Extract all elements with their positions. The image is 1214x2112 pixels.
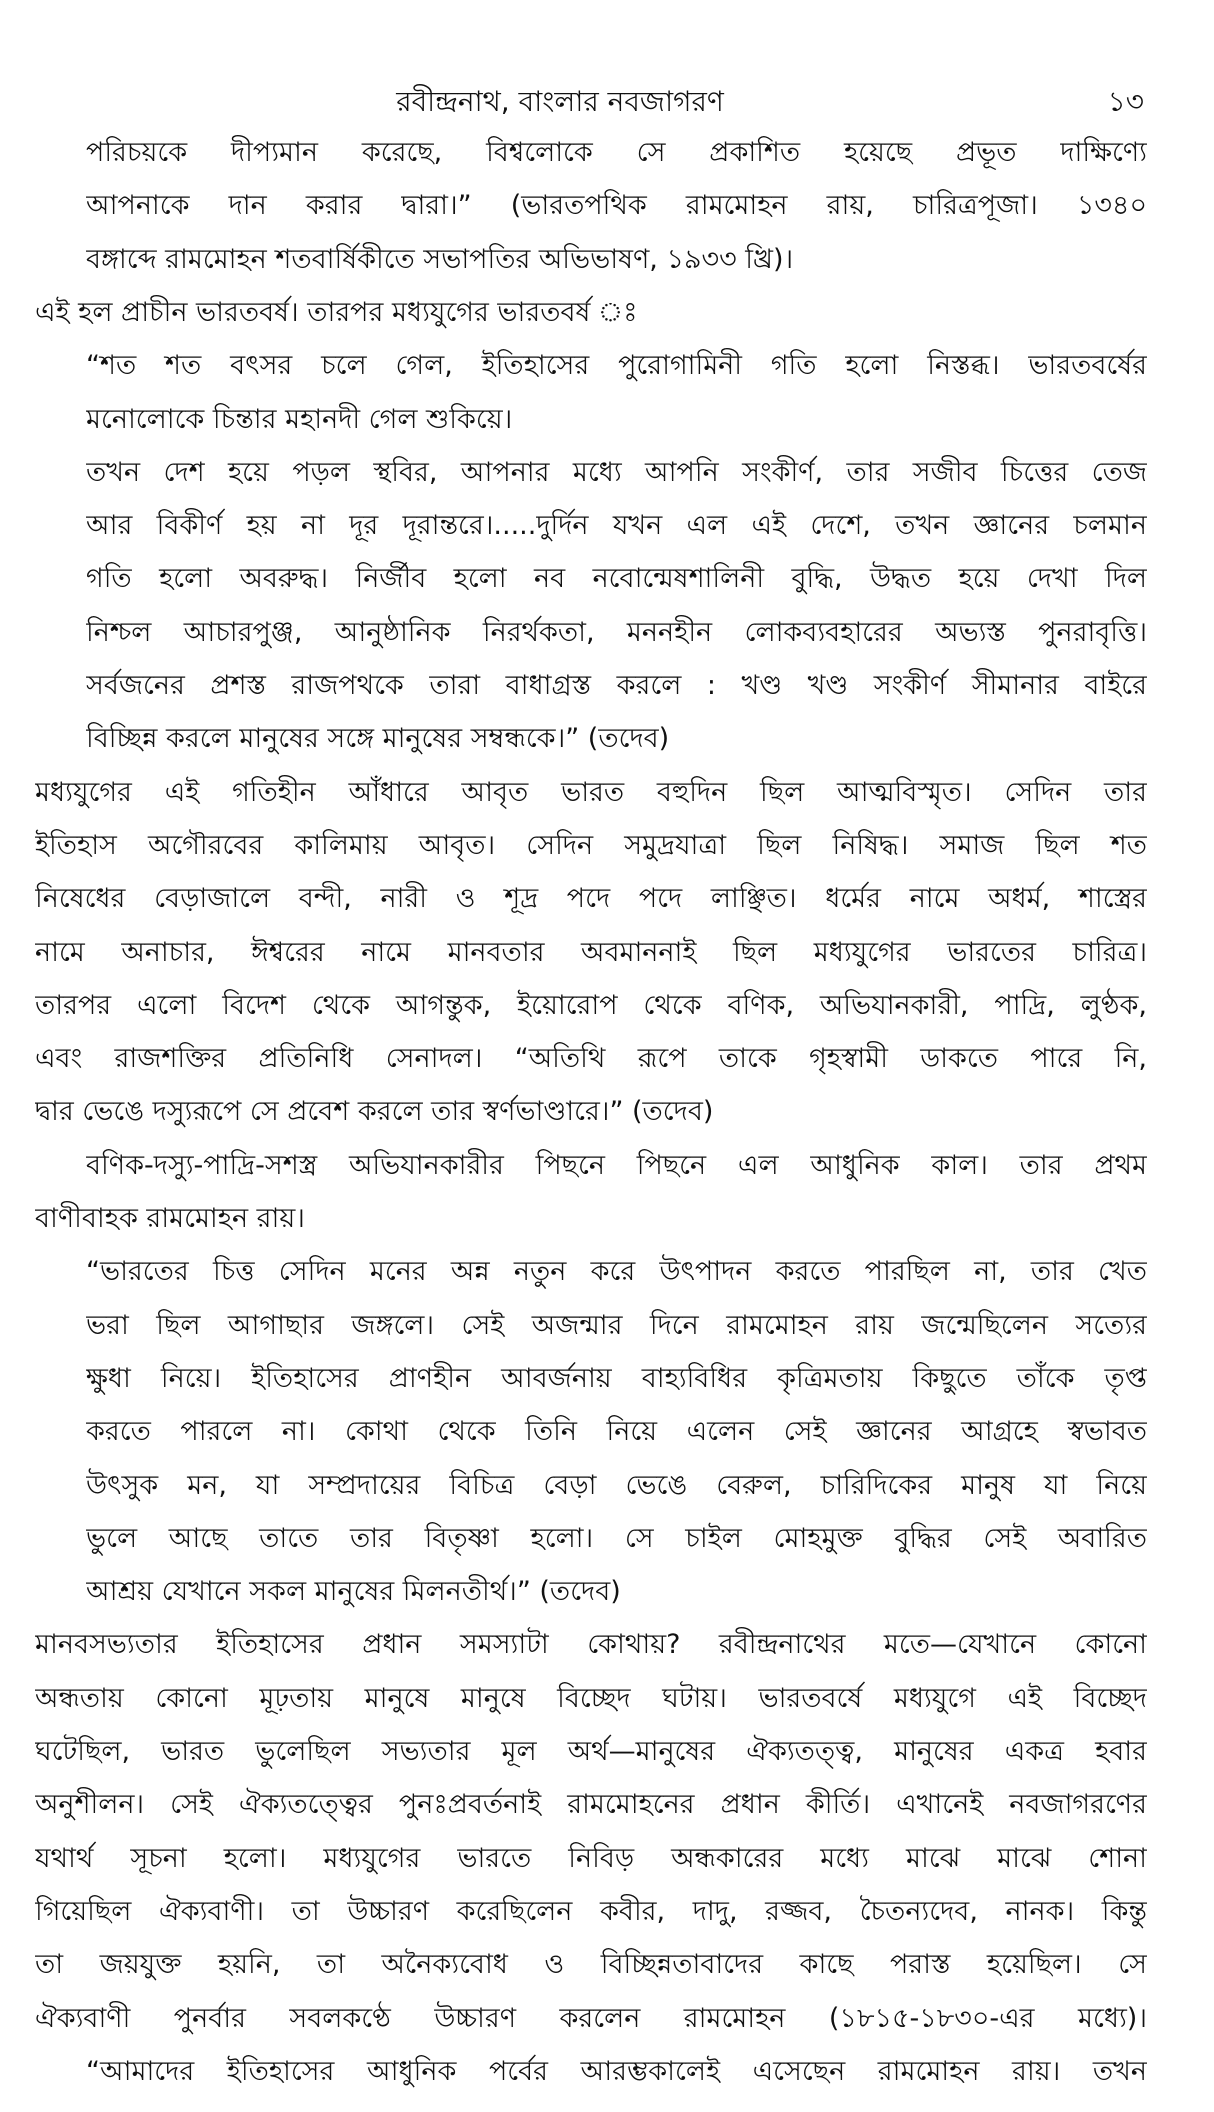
text-line: এই হল প্রাচীন ভারতবর্ষ। তারপর মধ্যযুগের ভারতবর্ষ ঃ: [35, 296, 638, 328]
text-line: আপনাকে দান করার দ্বারা।” (ভারতপথিক রামমোহন রায়, চারিত্রপূজা। ১৩৪০: [86, 190, 1147, 222]
text-line: দ্বার ভেঙে দস্যুরূপে সে প্রবেশ করলে তার স্বর্ণভাণ্ডারে।” (তদেব): [35, 1096, 714, 1128]
text-line: সর্বজনের প্রশস্ত রাজপথকে তারা বাধাগ্রস্ত করলে : খণ্ড খণ্ড সংকীর্ণ সীমানার বাইরে: [86, 670, 1147, 701]
text-line: আশ্রয় যেখানে সকল মানুষের মিলনতীর্থ।” (তদেব): [86, 1576, 621, 1608]
text-line: ভরা ছিল আগাছার জঙ্গলে। সেই অজন্মার দিনে রামমোহন রায় জন্মেছিলেন সত্যের: [86, 1309, 1147, 1341]
text-line: তা জয়যুক্ত হয়নি, তা অনৈক্যবোধ ও বিচ্ছিন্নতাবাদের কাছে পরাস্ত হয়েছিল। সে: [35, 1949, 1147, 1981]
text-line: তারপর এলো বিদেশ থেকে আগন্তুক, ইয়োরোপ থেকে বণিক, অভিযানকারী, পাদ্রি, লুণ্ঠক,: [35, 989, 1147, 1021]
text-line: ঘটেছিল, ভারত ভুলেছিল সভ্যতার মূল অর্থ—মানুষের ঐক্যতত্ত্ব, মানুষের একত্র হবার: [35, 1736, 1147, 1767]
running-header-title: রবীন্দ্রনাথ, বাংলার নবজাগরণ: [396, 85, 724, 118]
text-line: নিশ্চল আচারপুঞ্জ, আনুষ্ঠানিক নিরর্থকতা, মননহীন লোকব্যবহারের অভ্যস্ত পুনরাবৃত্তি।: [86, 616, 1147, 648]
text-line: নিষেধের বেড়াজালে বন্দী, নারী ও শূদ্র পদে পদে লাঞ্ছিত। ধর্মের নামে অধর্ম, শাস্ত্রের: [35, 883, 1147, 915]
text-line: এবং রাজশক্তির প্রতিনিধি সেনাদল। “অতিথি রূপে তাকে গৃহস্বামী ডাকতে পারে নি,: [35, 1043, 1147, 1075]
text-line: “শত শত বৎসর চলে গেল, ইতিহাসের পুরোগামিনী গতি হলো নিস্তব্ধ। ভারতবর্ষের: [86, 350, 1147, 382]
text-line: মনোলোকে চিন্তার মহানদী গেল শুকিয়ে।: [86, 403, 513, 435]
text-line: ঐক্যবাণী পুনর্বার সবলকণ্ঠে উচ্চারণ করলেন রামমোহন (১৮১৫-১৮৩০-এর মধ্যে)।: [35, 2002, 1147, 2034]
text-line: বঙ্গাব্দে রামমোহন শতবার্ষিকীতে সভাপতির অভিভাষণ, ১৯৩৩ খ্রি)।: [86, 243, 794, 275]
text-line: “ভারতের চিত্ত সেদিন মনের অন্ন নতুন করে উৎপাদন করতে পারছিল না, তার খেত: [86, 1256, 1147, 1288]
text-line: মানবসভ্যতার ইতিহাসের প্রধান সমস্যাটা কোথায়? রবীন্দ্রনাথের মতে—যেখানে কোনো: [35, 1629, 1147, 1661]
text-line: তখন দেশ হয়ে পড়ল স্থবির, আপনার মধ্যে আপনি সংকীর্ণ, তার সজীব চিত্তের তেজ: [86, 456, 1147, 488]
text-line: পরিচয়কে দীপ্যমান করেছে, বিশ্বলোকে সে প্রকাশিত হয়েছে প্রভূত দাক্ষিণ্যে: [86, 137, 1147, 168]
text-line: যথার্থ সূচনা হলো। মধ্যযুগের ভারতে নিবিড় অন্ধকারের মধ্যে মাঝে মাঝে শোনা: [35, 1842, 1147, 1874]
text-line: ইতিহাস অগৌরবের কালিমায় আবৃত। সেদিন সমুদ্রযাত্রা ছিল নিষিদ্ধ। সমাজ ছিল শত: [35, 829, 1147, 861]
text-line: ভুলে আছে তাতে তার বিতৃষ্ণা হলো। সে চাইল মোহমুক্ত বুদ্ধির সেই অবারিত: [86, 1522, 1147, 1554]
text-line: গিয়েছিল ঐক্যবাণী। তা উচ্চারণ করেছিলেন কবীর, দাদু, রজ্জব, চৈতন্যদেব, নানক। কিন্তু: [35, 1895, 1147, 1927]
text-line: উৎসুক মন, যা সম্প্রদায়ের বিচিত্র বেড়া ভেঙে বেরুল, চারিদিকের মানুষ যা নিয়ে: [86, 1469, 1147, 1501]
text-line: গতি হলো অবরুদ্ধ। নির্জীব হলো নব নবোন্মেষশালিনী বুদ্ধি, উদ্ধত হয়ে দেখা দিল: [86, 563, 1147, 595]
text-line: মধ্যযুগের এই গতিহীন আঁধারে আবৃত ভারত বহুদিন ছিল আত্মবিস্মৃত। সেদিন তার: [35, 776, 1147, 808]
text-line: অনুশীলন। সেই ঐক্যতত্ত্বের পুনঃপ্রবর্তনাই রামমোহনের প্রধান কীর্তি। এখানেই নবজাগরণের: [35, 1789, 1147, 1821]
text-line: বণিক-দস্যু-পাদ্রি-সশস্ত্র অভিযানকারীর পিছনে পিছনে এল আধুনিক কাল। তার প্রথম: [86, 1149, 1147, 1181]
text-line: “আমাদের ইতিহাসের আধুনিক পর্বের আরম্ভকালেই এসেছেন রামমোহন রায়। তখন: [86, 2055, 1147, 2087]
text-line: বাণীবাহক রামমোহন রায়।: [35, 1203, 305, 1234]
text-line: অন্ধতায় কোনো মূঢ়তায় মানুষে মানুষে বিচ্ছেদ ঘটায়। ভারতবর্ষে মধ্যযুগে এই বিচ্ছেদ: [35, 1682, 1147, 1714]
text-line: বিচ্ছিন্ন করলে মানুষের সঙ্গে মানুষের সম্বন্ধকে।” (তদেব): [86, 723, 670, 755]
text-line: নামে অনাচার, ঈশ্বরের নামে মানবতার অবমাননাই ছিল মধ্যযুগের ভারতের চারিত্র।: [35, 936, 1147, 968]
text-line: ক্ষুধা নিয়ে। ইতিহাসের প্রাণহীন আবর্জনায় বাহ্যবিধির কৃত্রিমতায় কিছুতে তাঁকে তৃপ্ত: [86, 1362, 1147, 1394]
text-line: আর বিকীর্ণ হয় না দূর দূরান্তরে।.....দুর্দিন যখন এল এই দেশে, তখন জ্ঞানের চলমান: [86, 510, 1147, 542]
page-number: ১৩: [1107, 85, 1144, 118]
text-line: করতে পারলে না। কোথা থেকে তিনি নিয়ে এলেন সেই জ্ঞানের আগ্রহে স্বভাবত: [86, 1416, 1147, 1448]
